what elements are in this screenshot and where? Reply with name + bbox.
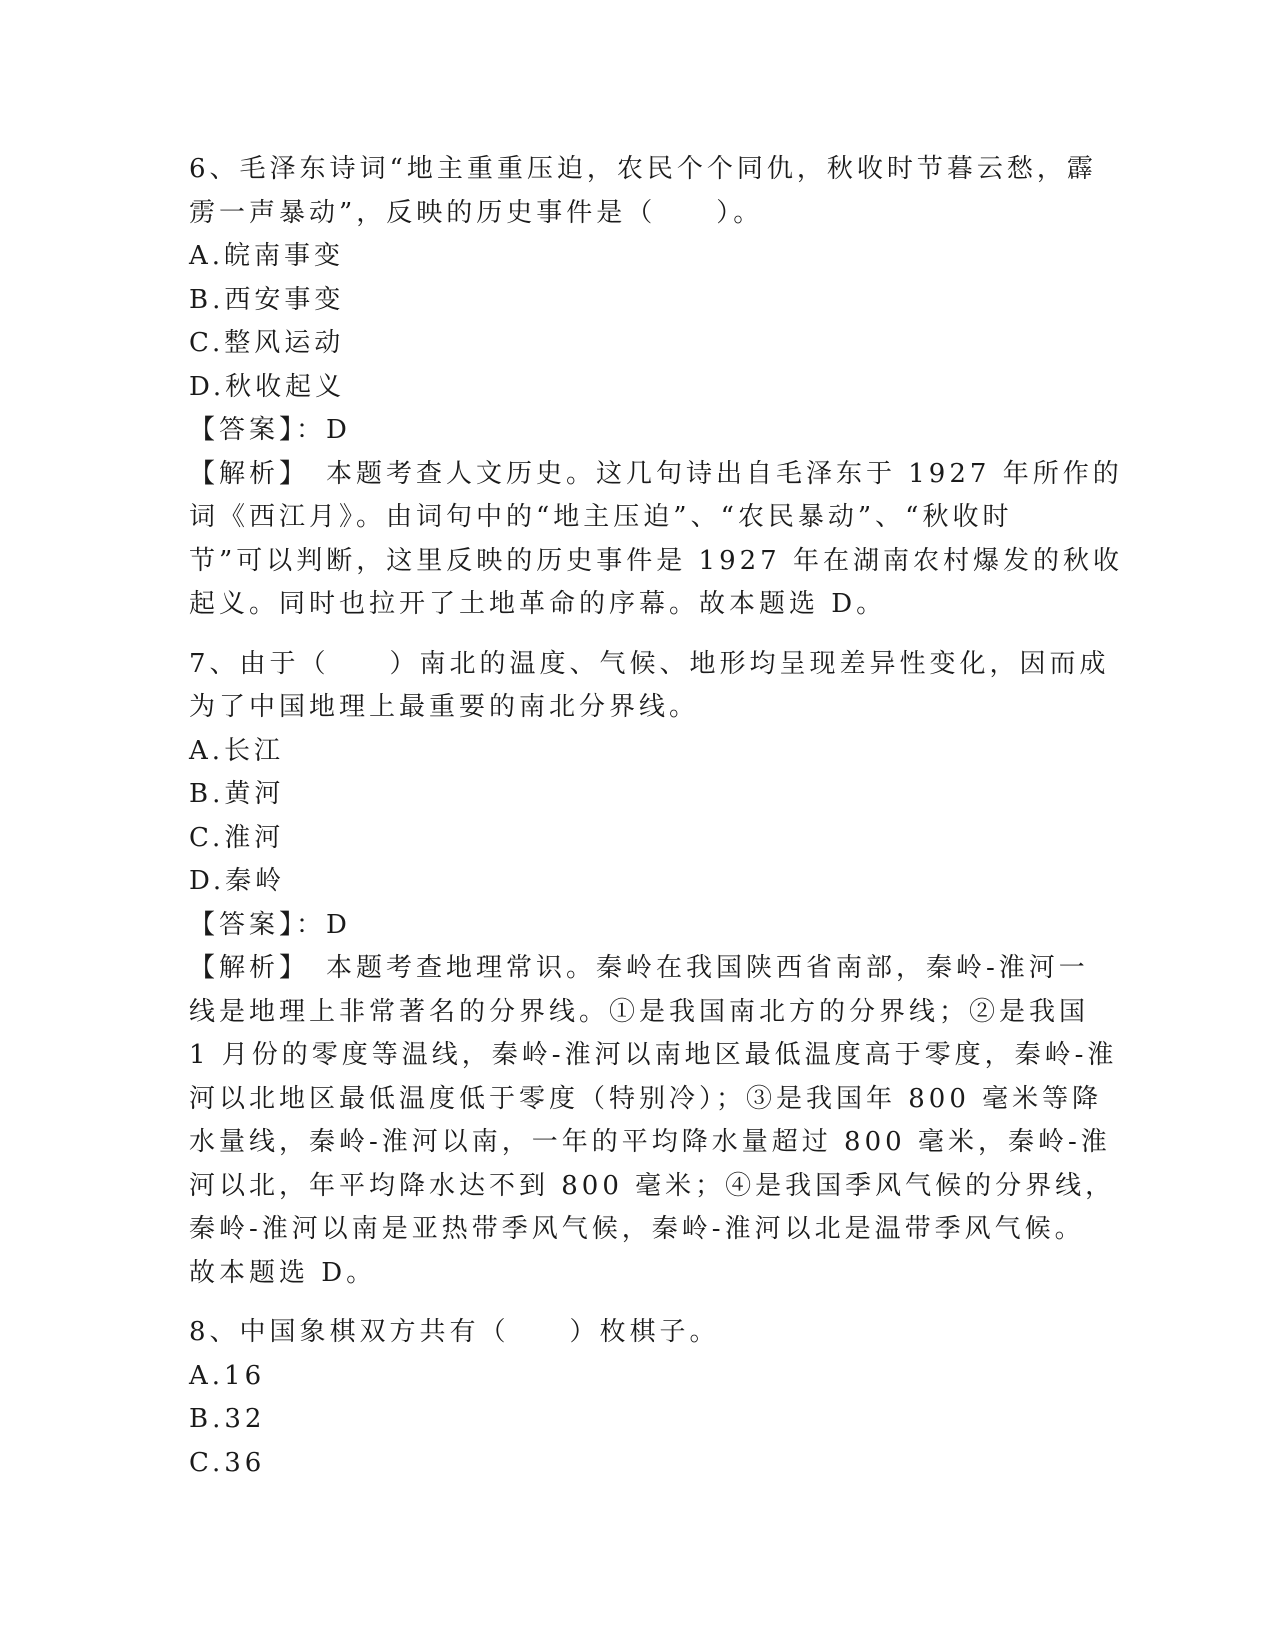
analysis-line: 1 月份的零度等温线，秦岭-淮河以南地区最低温度高于零度，秦岭-淮 (189, 1040, 1118, 1070)
option-a: A.16 (189, 1360, 266, 1391)
question-stem-line: 7、由于（ ）南北的温度、气候、地形均呈现差异性变化，因而成 (189, 648, 1110, 679)
option-d: D.秦岭 (189, 866, 286, 896)
analysis-line: 水量线，秦岭-淮河以南，一年的平均降水量超过 800 毫米，秦岭-淮 (189, 1127, 1111, 1157)
option-c: C.淮河 (189, 822, 285, 853)
question-stem-line: 雳一声暴动”，反映的历史事件是（ ）。 (189, 197, 764, 228)
answer-label: 【答案】： (189, 909, 327, 940)
option-a: A.长江 (189, 735, 285, 766)
option-c: C.36 (189, 1447, 266, 1478)
option-c: C.整风运动 (189, 328, 345, 358)
question-6 (189, 148, 1123, 627)
option-b: B.32 (189, 1404, 266, 1434)
option-a: A.皖南事变 (189, 241, 345, 271)
analysis-line: 线是地理上非常著名的分界线。①是我国南北方的分界线；②是我国 (189, 996, 1090, 1027)
analysis-line: 故本题选 D。 (189, 1257, 377, 1288)
analysis-line: 词《西江月》。由词句中的“地主压迫”、“农民暴动”、“秋收时 (189, 502, 1013, 532)
question-stem-line: 8、中国象棋双方共有（ ）枚棋子。 (189, 1317, 720, 1347)
option-d: D.秋收起义 (189, 371, 346, 402)
option-b: B.西安事变 (189, 284, 345, 315)
analysis-line: 节”可以判断，这里反映的历史事件是 1927 年在湖南农村爆发的秋收 (189, 545, 1123, 576)
analysis-line: 【解析】 本题考查人文历史。这几句诗出自毛泽东于 1927 年所作的 (189, 458, 1123, 489)
analysis-line: 起义。同时也拉开了土地革命的序幕。故本题选 D。 (189, 589, 887, 619)
question-stem-line: 为了中国地理上最重要的南北分界线。 (189, 692, 700, 722)
question-8 (189, 1311, 1079, 1485)
document-content (189, 148, 1123, 1501)
answer-value: D (326, 909, 351, 940)
answer-value: D (326, 415, 351, 445)
question-stem-line: 6、毛泽东诗词“地主重重压迫，农民个个同仇，秋收时节暮云愁，霹 (189, 154, 1097, 184)
question-7 (189, 643, 1118, 1296)
analysis-line: 河以北地区最低温度低于零度（特别冷）；③是我国年 800 毫米等降 (189, 1083, 1103, 1114)
analysis-line: 【解析】 本题考查地理常识。秦岭在我国陕西省南部，秦岭-淮河一 (189, 953, 1089, 983)
analysis-line: 秦岭-淮河以南是亚热带季风气候，秦岭-淮河以北是温带季风气候。 (189, 1214, 1085, 1244)
option-b: B.黄河 (189, 779, 285, 809)
answer-line (189, 409, 1079, 453)
analysis-line: 河以北，年平均降水达不到 800 毫米；④是我国季风气候的分界线， (189, 1170, 1116, 1201)
answer-line (189, 904, 1079, 948)
answer-label: 【答案】： (189, 415, 327, 445)
